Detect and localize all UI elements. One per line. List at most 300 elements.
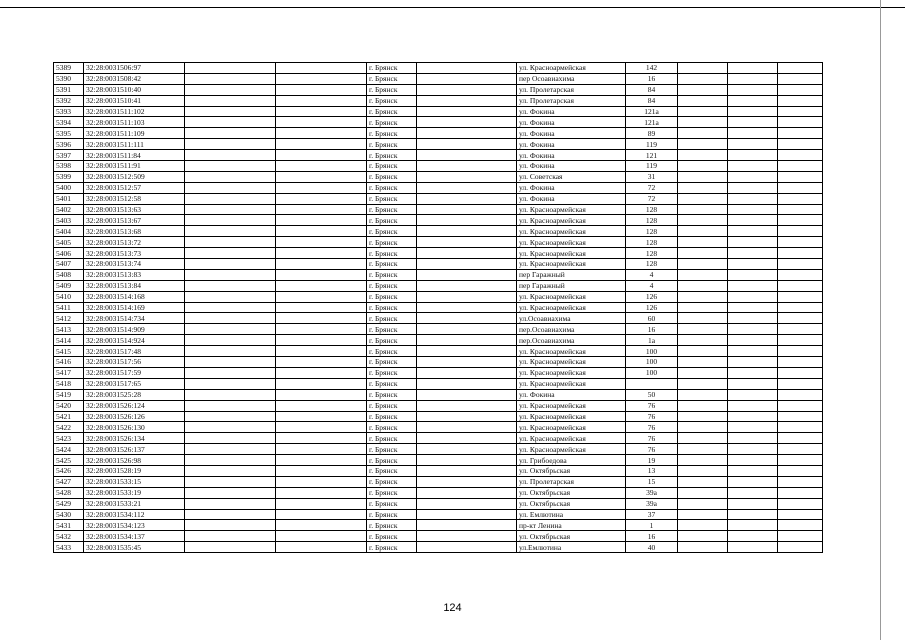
empty-cell [276, 487, 367, 498]
empty-cell [417, 302, 517, 313]
empty-cell [678, 280, 728, 291]
house-number-cell: 39а [626, 487, 678, 498]
house-number-cell: 13 [626, 465, 678, 476]
street-cell: ул. Красноармейская [517, 367, 626, 378]
table-row [54, 291, 823, 302]
table-row [54, 237, 823, 248]
city-cell: г. Брянск [367, 106, 417, 117]
empty-cell [276, 139, 367, 150]
city-cell: г. Брянск [367, 455, 417, 466]
empty-cell [778, 161, 823, 172]
house-number-cell: 31 [626, 171, 678, 182]
empty-cell [678, 204, 728, 215]
street-cell: пер.Осоавиахима [517, 324, 626, 335]
empty-cell [678, 150, 728, 161]
empty-cell [678, 335, 728, 346]
cadastral-number-cell: 32:28:0031511:91 [84, 161, 185, 172]
city-cell: г. Брянск [367, 139, 417, 150]
empty-cell [778, 367, 823, 378]
empty-cell [276, 476, 367, 487]
row-number-cell: 5421 [54, 411, 84, 422]
empty-cell [778, 444, 823, 455]
cadastral-number-cell: 32:28:0031511:103 [84, 117, 185, 128]
empty-cell [778, 106, 823, 117]
empty-cell [728, 509, 778, 520]
empty-cell [276, 150, 367, 161]
empty-cell [276, 509, 367, 520]
empty-cell [185, 335, 276, 346]
empty-cell [185, 444, 276, 455]
empty-cell [417, 280, 517, 291]
empty-cell [778, 117, 823, 128]
empty-cell [185, 182, 276, 193]
cadastral-number-cell: 32:28:0031513:73 [84, 248, 185, 259]
city-cell: г. Брянск [367, 226, 417, 237]
table-row [54, 128, 823, 139]
row-number-cell: 5424 [54, 444, 84, 455]
table-row [54, 487, 823, 498]
empty-cell [678, 498, 728, 509]
house-number-cell [626, 378, 678, 389]
empty-cell [185, 63, 276, 74]
empty-cell [778, 498, 823, 509]
city-cell: г. Брянск [367, 269, 417, 280]
empty-cell [417, 193, 517, 204]
empty-cell [728, 531, 778, 542]
empty-cell [728, 346, 778, 357]
city-cell: г. Брянск [367, 465, 417, 476]
empty-cell [728, 215, 778, 226]
table-row [54, 226, 823, 237]
cadastral-number-cell: 32:28:0031526:134 [84, 433, 185, 444]
cadastral-number-cell: 32:28:0031511:109 [84, 128, 185, 139]
cadastral-number-cell: 32:28:0031526:98 [84, 455, 185, 466]
empty-cell [678, 63, 728, 74]
empty-cell [678, 444, 728, 455]
row-number-cell: 5397 [54, 150, 84, 161]
city-cell: г. Брянск [367, 542, 417, 553]
empty-cell [417, 509, 517, 520]
house-number-cell: 37 [626, 509, 678, 520]
table-row [54, 509, 823, 520]
empty-cell [778, 280, 823, 291]
empty-cell [728, 422, 778, 433]
empty-cell [417, 324, 517, 335]
city-cell: г. Брянск [367, 204, 417, 215]
empty-cell [778, 63, 823, 74]
empty-cell [185, 291, 276, 302]
row-number-cell: 5432 [54, 531, 84, 542]
house-number-cell: 60 [626, 313, 678, 324]
empty-cell [728, 269, 778, 280]
empty-cell [417, 204, 517, 215]
row-number-cell: 5391 [54, 84, 84, 95]
city-cell: г. Брянск [367, 128, 417, 139]
cadastral-number-cell: 32:28:0031513:67 [84, 215, 185, 226]
house-number-cell: 121а [626, 106, 678, 117]
city-cell: г. Брянск [367, 161, 417, 172]
street-cell: ул. Пролетарская [517, 84, 626, 95]
empty-cell [185, 139, 276, 150]
empty-cell [185, 204, 276, 215]
empty-cell [417, 248, 517, 259]
empty-cell [276, 542, 367, 553]
empty-cell [778, 313, 823, 324]
empty-cell [417, 357, 517, 368]
cadastral-number-cell: 32:28:0031534:112 [84, 509, 185, 520]
table-row [54, 117, 823, 128]
empty-cell [185, 324, 276, 335]
house-number-cell: 50 [626, 389, 678, 400]
registry-table-body [54, 63, 823, 553]
empty-cell [276, 204, 367, 215]
empty-cell [417, 520, 517, 531]
table-row [54, 346, 823, 357]
table-row [54, 259, 823, 270]
street-cell: пер.Осоавиахима [517, 335, 626, 346]
empty-cell [185, 411, 276, 422]
empty-cell [185, 422, 276, 433]
empty-cell [276, 422, 367, 433]
cadastral-number-cell: 32:28:0031512:57 [84, 182, 185, 193]
house-number-cell: 16 [626, 531, 678, 542]
empty-cell [276, 73, 367, 84]
empty-cell [185, 378, 276, 389]
table-row [54, 139, 823, 150]
city-cell: г. Брянск [367, 335, 417, 346]
empty-cell [417, 117, 517, 128]
empty-cell [276, 63, 367, 74]
street-cell: ул. Красноармейская [517, 346, 626, 357]
empty-cell [276, 357, 367, 368]
street-cell: ул. Фокина [517, 193, 626, 204]
street-cell: ул. Красноармейская [517, 378, 626, 389]
empty-cell [276, 400, 367, 411]
empty-cell [276, 324, 367, 335]
table-row [54, 324, 823, 335]
cadastral-number-cell: 32:28:0031510:41 [84, 95, 185, 106]
empty-cell [678, 542, 728, 553]
empty-cell [728, 106, 778, 117]
table-row [54, 150, 823, 161]
cadastral-number-cell: 32:28:0031525:28 [84, 389, 185, 400]
empty-cell [728, 400, 778, 411]
empty-cell [276, 128, 367, 139]
empty-cell [728, 63, 778, 74]
empty-cell [276, 433, 367, 444]
empty-cell [728, 73, 778, 84]
empty-cell [728, 171, 778, 182]
row-number-cell: 5412 [54, 313, 84, 324]
house-number-cell: 128 [626, 248, 678, 259]
empty-cell [276, 389, 367, 400]
empty-cell [678, 324, 728, 335]
empty-cell [678, 389, 728, 400]
cadastral-number-cell: 32:28:0031517:59 [84, 367, 185, 378]
row-number-cell: 5398 [54, 161, 84, 172]
street-cell: ул. Красноармейская [517, 411, 626, 422]
empty-cell [185, 128, 276, 139]
empty-cell [417, 161, 517, 172]
street-cell: ул. Пролетарская [517, 476, 626, 487]
city-cell: г. Брянск [367, 291, 417, 302]
street-cell: ул. Красноармейская [517, 291, 626, 302]
empty-cell [778, 476, 823, 487]
street-cell: ул. Красноармейская [517, 433, 626, 444]
city-cell: г. Брянск [367, 498, 417, 509]
empty-cell [276, 313, 367, 324]
empty-cell [417, 226, 517, 237]
city-cell: г. Брянск [367, 215, 417, 226]
table-row [54, 302, 823, 313]
row-number-cell: 5392 [54, 95, 84, 106]
empty-cell [678, 302, 728, 313]
empty-cell [417, 150, 517, 161]
cadastral-number-cell: 32:28:0031514:734 [84, 313, 185, 324]
row-number-cell: 5417 [54, 367, 84, 378]
empty-cell [678, 487, 728, 498]
row-number-cell: 5408 [54, 269, 84, 280]
table-row [54, 465, 823, 476]
empty-cell [728, 476, 778, 487]
empty-cell [417, 465, 517, 476]
cadastral-number-cell: 32:28:0031535:45 [84, 542, 185, 553]
empty-cell [728, 84, 778, 95]
empty-cell [728, 150, 778, 161]
city-cell: г. Брянск [367, 259, 417, 270]
table-row [54, 357, 823, 368]
empty-cell [728, 378, 778, 389]
house-number-cell: 119 [626, 161, 678, 172]
empty-cell [728, 542, 778, 553]
house-number-cell: 126 [626, 302, 678, 313]
empty-cell [276, 106, 367, 117]
cadastral-number-cell: 32:28:0031513:68 [84, 226, 185, 237]
empty-cell [185, 237, 276, 248]
empty-cell [276, 444, 367, 455]
empty-cell [417, 542, 517, 553]
cadastral-number-cell: 32:28:0031517:56 [84, 357, 185, 368]
street-cell: ул. Советская [517, 171, 626, 182]
empty-cell [276, 291, 367, 302]
city-cell: г. Брянск [367, 422, 417, 433]
empty-cell [185, 150, 276, 161]
house-number-cell: 76 [626, 400, 678, 411]
table-row [54, 248, 823, 259]
empty-cell [778, 346, 823, 357]
street-cell: ул. Красноармейская [517, 422, 626, 433]
empty-cell [778, 259, 823, 270]
empty-cell [778, 378, 823, 389]
empty-cell [778, 531, 823, 542]
table-row [54, 193, 823, 204]
city-cell: г. Брянск [367, 378, 417, 389]
empty-cell [417, 531, 517, 542]
empty-cell [778, 411, 823, 422]
row-number-cell: 5426 [54, 465, 84, 476]
empty-cell [185, 95, 276, 106]
table-row [54, 411, 823, 422]
cadastral-number-cell: 32:28:0031526:126 [84, 411, 185, 422]
table-row [54, 400, 823, 411]
row-number-cell: 5401 [54, 193, 84, 204]
empty-cell [417, 95, 517, 106]
row-number-cell: 5403 [54, 215, 84, 226]
street-cell: ул. Грибоедова [517, 455, 626, 466]
empty-cell [185, 487, 276, 498]
empty-cell [728, 313, 778, 324]
empty-cell [185, 117, 276, 128]
house-number-cell: 128 [626, 237, 678, 248]
city-cell: г. Брянск [367, 476, 417, 487]
empty-cell [417, 378, 517, 389]
house-number-cell: 40 [626, 542, 678, 553]
row-number-cell: 5431 [54, 520, 84, 531]
empty-cell [678, 215, 728, 226]
row-number-cell: 5396 [54, 139, 84, 150]
right-margin-line [880, 0, 881, 640]
row-number-cell: 5393 [54, 106, 84, 117]
empty-cell [778, 302, 823, 313]
empty-cell [417, 139, 517, 150]
empty-cell [778, 128, 823, 139]
row-number-cell: 5422 [54, 422, 84, 433]
empty-cell [276, 280, 367, 291]
city-cell: г. Брянск [367, 346, 417, 357]
cadastral-number-cell: 32:28:0031534:137 [84, 531, 185, 542]
empty-cell [678, 465, 728, 476]
cadastral-number-cell: 32:28:0031514:924 [84, 335, 185, 346]
city-cell: г. Брянск [367, 313, 417, 324]
street-cell: пер Осоавиахима [517, 73, 626, 84]
empty-cell [417, 422, 517, 433]
street-cell: ул. Фокина [517, 150, 626, 161]
row-number-cell: 5406 [54, 248, 84, 259]
empty-cell [185, 302, 276, 313]
house-number-cell: 128 [626, 259, 678, 270]
street-cell: ул. Красноармейская [517, 204, 626, 215]
row-number-cell: 5390 [54, 73, 84, 84]
cadastral-number-cell: 32:28:0031533:15 [84, 476, 185, 487]
empty-cell [185, 498, 276, 509]
empty-cell [728, 139, 778, 150]
empty-cell [185, 346, 276, 357]
empty-cell [778, 84, 823, 95]
table-row [54, 269, 823, 280]
table-row [54, 378, 823, 389]
empty-cell [728, 335, 778, 346]
empty-cell [276, 531, 367, 542]
empty-cell [417, 476, 517, 487]
row-number-cell: 5419 [54, 389, 84, 400]
empty-cell [417, 215, 517, 226]
empty-cell [417, 291, 517, 302]
row-number-cell: 5399 [54, 171, 84, 182]
empty-cell [276, 378, 367, 389]
empty-cell [728, 117, 778, 128]
cadastral-number-cell: 32:28:0031514:909 [84, 324, 185, 335]
row-number-cell: 5429 [54, 498, 84, 509]
house-number-cell: 128 [626, 226, 678, 237]
empty-cell [417, 455, 517, 466]
city-cell: г. Брянск [367, 84, 417, 95]
empty-cell [778, 291, 823, 302]
city-cell: г. Брянск [367, 433, 417, 444]
city-cell: г. Брянск [367, 280, 417, 291]
empty-cell [778, 465, 823, 476]
house-number-cell: 119 [626, 139, 678, 150]
empty-cell [417, 106, 517, 117]
row-number-cell: 5395 [54, 128, 84, 139]
street-cell: ул. Октябрьская [517, 465, 626, 476]
empty-cell [678, 509, 728, 520]
empty-cell [417, 269, 517, 280]
cadastral-number-cell: 32:28:0031528:19 [84, 465, 185, 476]
empty-cell [678, 73, 728, 84]
table-row [54, 367, 823, 378]
empty-cell [276, 95, 367, 106]
cadastral-number-cell: 32:28:0031512:509 [84, 171, 185, 182]
house-number-cell: 84 [626, 95, 678, 106]
cadastral-number-cell: 32:28:0031513:72 [84, 237, 185, 248]
row-number-cell: 5416 [54, 357, 84, 368]
empty-cell [778, 193, 823, 204]
empty-cell [728, 455, 778, 466]
empty-cell [276, 215, 367, 226]
house-number-cell: 128 [626, 215, 678, 226]
empty-cell [778, 335, 823, 346]
house-number-cell: 4 [626, 280, 678, 291]
table-row [54, 106, 823, 117]
empty-cell [678, 291, 728, 302]
empty-cell [185, 455, 276, 466]
empty-cell [185, 389, 276, 400]
cadastral-number-cell: 32:28:0031510:40 [84, 84, 185, 95]
table-row [54, 313, 823, 324]
city-cell: г. Брянск [367, 193, 417, 204]
empty-cell [185, 269, 276, 280]
row-number-cell: 5410 [54, 291, 84, 302]
row-number-cell: 5405 [54, 237, 84, 248]
empty-cell [678, 237, 728, 248]
house-number-cell: 121 [626, 150, 678, 161]
table-row [54, 389, 823, 400]
empty-cell [185, 400, 276, 411]
empty-cell [276, 269, 367, 280]
table-row [54, 73, 823, 84]
house-number-cell: 4 [626, 269, 678, 280]
street-cell: ул. Фокина [517, 106, 626, 117]
empty-cell [678, 193, 728, 204]
table-row [54, 84, 823, 95]
empty-cell [678, 313, 728, 324]
empty-cell [276, 193, 367, 204]
empty-cell [728, 465, 778, 476]
empty-cell [185, 520, 276, 531]
empty-cell [728, 487, 778, 498]
empty-cell [678, 400, 728, 411]
cadastral-number-cell: 32:28:0031514:169 [84, 302, 185, 313]
empty-cell [417, 182, 517, 193]
city-cell: г. Брянск [367, 302, 417, 313]
house-number-cell: 72 [626, 182, 678, 193]
empty-cell [778, 204, 823, 215]
empty-cell [728, 259, 778, 270]
city-cell: г. Брянск [367, 248, 417, 259]
street-cell: ул. Красноармейская [517, 226, 626, 237]
empty-cell [728, 128, 778, 139]
empty-cell [417, 335, 517, 346]
